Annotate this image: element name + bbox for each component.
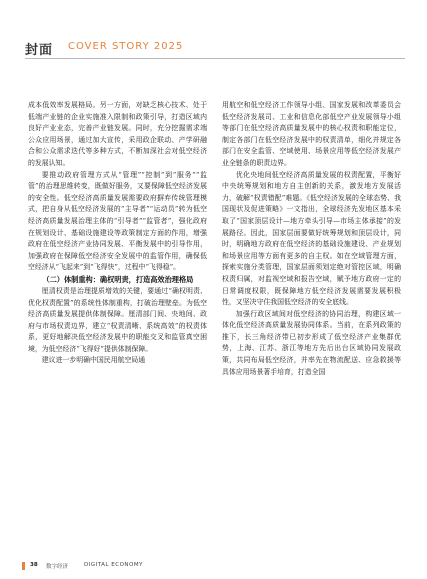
page-number: 38 bbox=[30, 562, 38, 568]
paragraph: 加强行政区域间对低空经济的协同治理，构建区域一体化低空经济高质量发展协同体系。当前，在系列政策的推下，长三角经济带已初步形成了低空经济产业集群优势，上海、江苏、浙江等地方先后出台区域协同发展政策，共同布局低空经济，并率先在物流配送、应急救援等具体应用场景著手培育，打造全国 bbox=[222, 309, 401, 376]
footer-accent-bar bbox=[22, 562, 25, 570]
paragraph: 用航空和低空经济工作领导小组、国家发展和改革委员会低空经济发展司、工业和信息化部低空产业发展领导小组等部门在低空经济高质量发展中的核心权责和职能定位，制定各部门在低空经济发展中的权责清单，细化并规定各部门在安全监管、空域使用、场景应用等低空经济发展产业全链条的职责边界。 bbox=[222, 101, 401, 167]
page-footer bbox=[0, 560, 427, 572]
page-header bbox=[0, 38, 427, 60]
left-text-column bbox=[28, 100, 207, 367]
paragraph: 要推动政府管理方式从“管理”“控制”到“服务”“监管”的治理思维转变，既做好服务，又要保障低空经济发展的安全性。低空经济高质量发展需要政府摒弃传统管理模式，把自身从低空经济发展的“主导者”“运动员”转为低空经济高质量发展治理主体的“引导者”“监管者”，强化政府在规划设计、基础设施建设等政策制定方面的作用，增强政府在低空经济产业协同发展、平衡发展中的引导作用，加强政府在保障低空经济安全发展中的监管作用，确保低空经济从“飞起来”到“飞得快”，过程中“飞得稳”。 bbox=[28, 170, 207, 272]
magazine-name-en: DIGITAL ECONOMY bbox=[84, 562, 143, 568]
paragraph: 厘清权责是治理提质增效的关键，要通过“确权明责、优化权责配置”的系统性体制重构，打破治理壁垒。为低空经济高质量发展提供体制保障。厘清部门间、央地间、政府与市场权责边界，建立“权责清晰、系统高效”的权责体系，更好地解决低空经济发展中的职能交叉和监管真空困境，为低空经济“飞得好”提供体制保障。 bbox=[28, 286, 207, 353]
paragraph: 建议进一步明确中国民用航空局通 bbox=[41, 356, 146, 365]
header-divider bbox=[25, 58, 405, 59]
paragraph: 成本低效率发展格局。另一方面，对缺乏核心技术、处于低端产业链的企业实施准入限制和政策引导，打造区域内良好产业业态，完善产业链发展。同时，充分挖掘需求端公众应用场景，通过加大宣传，采用政企联动、产学研融合和公众需求迭代等多种方式，不断加深社会对低空经济的发展认知。 bbox=[28, 101, 207, 167]
right-text-column bbox=[222, 100, 401, 378]
magazine-name: 数字经济 bbox=[46, 564, 69, 570]
section-heading: （二）体制重构：确权明责，打造高效治理格局 bbox=[42, 274, 194, 284]
section-title-cn: 封面 bbox=[25, 43, 54, 58]
paragraph: 优化央地间低空经济高质量发展的权责配置，平衡好中央统筹规划和地方自主创新的关系，激发地方发展活力，破解“权责错配”难题。《低空经济发展的全球态势、我国现状及促进策略》一文指出，全球经济先发地区基本采取了“国家顶层设计—地方牵头引导—市场主体承接”的发展路径。因此，国家层面要做好统筹规划和顶层设计，同时，明确地方政府在低空经济的基础设施建设、产业规划和场景应用等方面有更多的自主权。如在空域管理方面，探索实施分类管理，国家层面须划定绝对管控区域，明确权责归属，对监视空域和报告空域，赋予地方政府一定的日常调度权限，既保障地方低空经济发展需要发展积极性，又坚决守住我国低空经济的安全底线。 bbox=[222, 170, 401, 307]
section-title-en: COVER STORY 2025 bbox=[68, 41, 184, 52]
